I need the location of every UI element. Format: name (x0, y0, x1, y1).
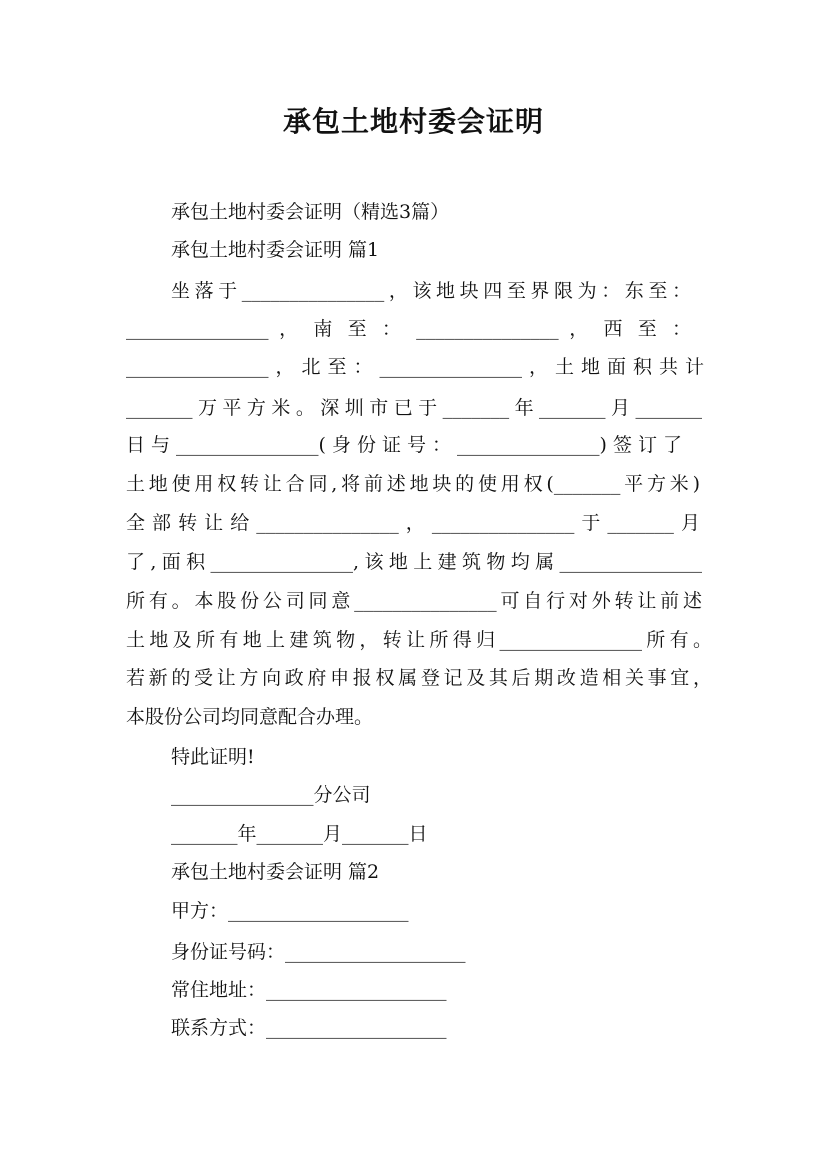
party-a-field: 甲方：___________________ (171, 900, 409, 922)
section-heading-1: 承包土地村委会证明 篇1 (171, 239, 380, 261)
contact-field: 联系方式：___________________ (171, 1017, 447, 1039)
signature-date-line: _______年_______月_______日 (171, 823, 428, 845)
paragraph-line: 日与_______________(身份证号：_______________)签订了 (126, 434, 682, 456)
paragraph-line: _______________ ， 南 至 ： _______________ ， 西 至 ： (126, 318, 691, 340)
section-heading-2: 承包土地村委会证明 篇2 (171, 861, 380, 883)
subtitle-selection: 承包土地村委会证明（精选3篇） (171, 201, 450, 223)
paragraph-line: 本股份公司均同意配合办理。 (126, 706, 374, 728)
id-number-field: 身份证号码：___________________ (171, 941, 466, 963)
paragraph-line: _______________，北至：_______________，土地面积共计 (126, 356, 704, 378)
certification-statement: 特此证明! (171, 746, 255, 768)
paragraph-line: 若新的受让方向政府申报权属登记及其后期改造相关事宜， (126, 667, 712, 689)
paragraph-line: 了,面积_______________,该地上建筑物均属_______________ (126, 551, 702, 573)
paragraph-line: 全部转让给_______________，_______________于_______月 (126, 512, 700, 534)
paragraph-line: 土地及所有地上建筑物，转让所得归_______________所有。 (126, 629, 712, 651)
paragraph-line: _______万平方米。深圳市已于_______年_______月_______ (126, 397, 702, 419)
paragraph-line: 土地使用权转让合同,将前述地块的使用权(_______平方米) (126, 473, 700, 495)
paragraph-line: 坐落于_______________，该地块四至界限为：东至： (171, 280, 691, 302)
address-field: 常住地址：___________________ (171, 979, 447, 1001)
signature-branch-line: _______________分公司 (171, 784, 371, 806)
paragraph-line: 所有。本股份公司同意_______________可自行对外转让前述 (126, 590, 702, 612)
document-title: 承包土地村委会证明 (282, 105, 544, 138)
